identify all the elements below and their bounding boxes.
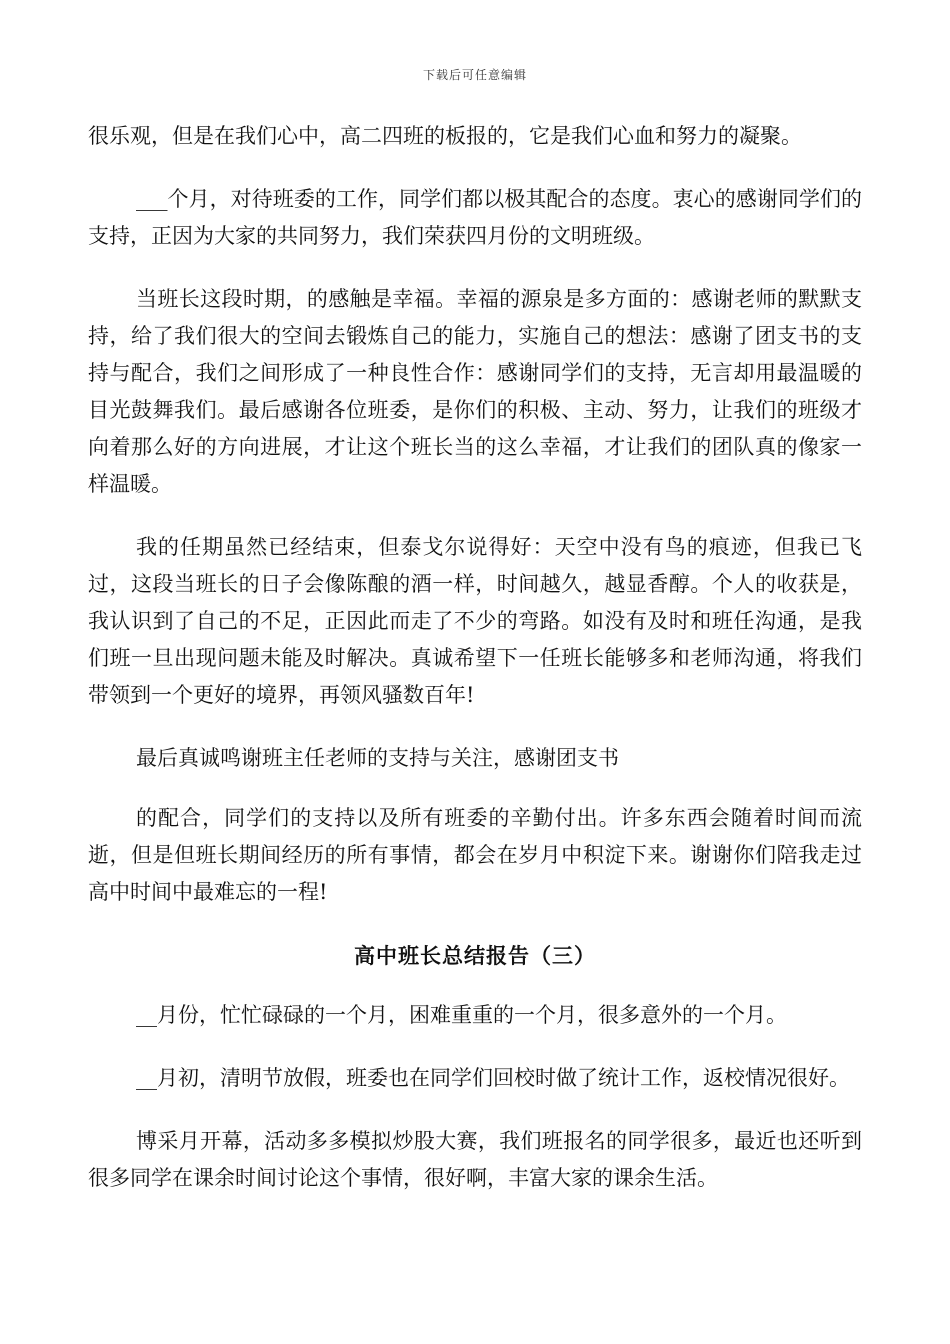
paragraph-2: ___个月，对待班委的工作，同学们都以极其配合的态度。衷心的感谢同学们的支持，正因为大家的共同努力，我们荣获四月份的文明班级。 — [88, 187, 862, 248]
paragraph-1: 很乐观，但是在我们心中，高二四班的板报的，它是我们心血和努力的凝聚。 — [88, 124, 802, 148]
header-note: 下载后可任意编辑 — [422, 68, 527, 82]
document-body — [88, 118, 862, 1197]
paragraph-7: __月份，忙忙碌碌的一个月，困难重重的一个月，很多意外的一个月。 — [136, 1003, 787, 1027]
paragraph-5: 最后真诚鸣谢班主任老师的支持与关注，感谢团支书 — [136, 746, 619, 770]
section-title: 高中班长总结报告（三） — [354, 943, 596, 968]
paragraph-3: 当班长这段时期，的感触是幸福。幸福的源泉是多方面的：感谢老师的默默支持，给了我们很大的空间去锻炼自己的能力，实施自己的想法：感谢了团支书的支持与配合，我们之间形成了一种良性合作：感谢同学们的支持，无言却用最温暖的目光鼓舞我们。最后感谢各位班委，是你们的积极、主动、努力，让我们的班级才向着那么好的方向进展，才让这个班长当的这么幸福，才让我们的团队真的像家一样温暖。 — [88, 287, 862, 496]
paragraph-8: __月初，清明节放假，班委也在同学们回校时做了统计工作，返校情况很好。 — [136, 1066, 850, 1090]
paragraph-4: 我的任期虽然已经结束，但泰戈尔说得好：天空中没有鸟的痕迹，但我已飞过，这段当班长的日子会像陈酿的酒一样，时间越久，越显香醇。个人的收获是，我认识到了自己的不足，正因此而走了不少的弯路。如没有及时和班任沟通，是我们班一旦出现问题未能及时解决。真诚希望下一任班长能够多和老师沟通，将我们带领到一个更好的境界，再领风骚数百年! — [88, 535, 862, 707]
paragraph-9: 博采月开幕，活动多多模拟炒股大赛，我们班报名的同学很多，最近也还听到很多同学在课余时间讨论这个事情，很好啊，丰富大家的课余生活。 — [88, 1129, 862, 1190]
paragraph-6: 的配合，同学们的支持以及所有班委的辛勤付出。许多东西会随着时间而流逝，但是但班长期间经历的所有事情，都会在岁月中积淀下来。谢谢你们陪我走过高中时间中最难忘的一程! — [88, 806, 862, 904]
